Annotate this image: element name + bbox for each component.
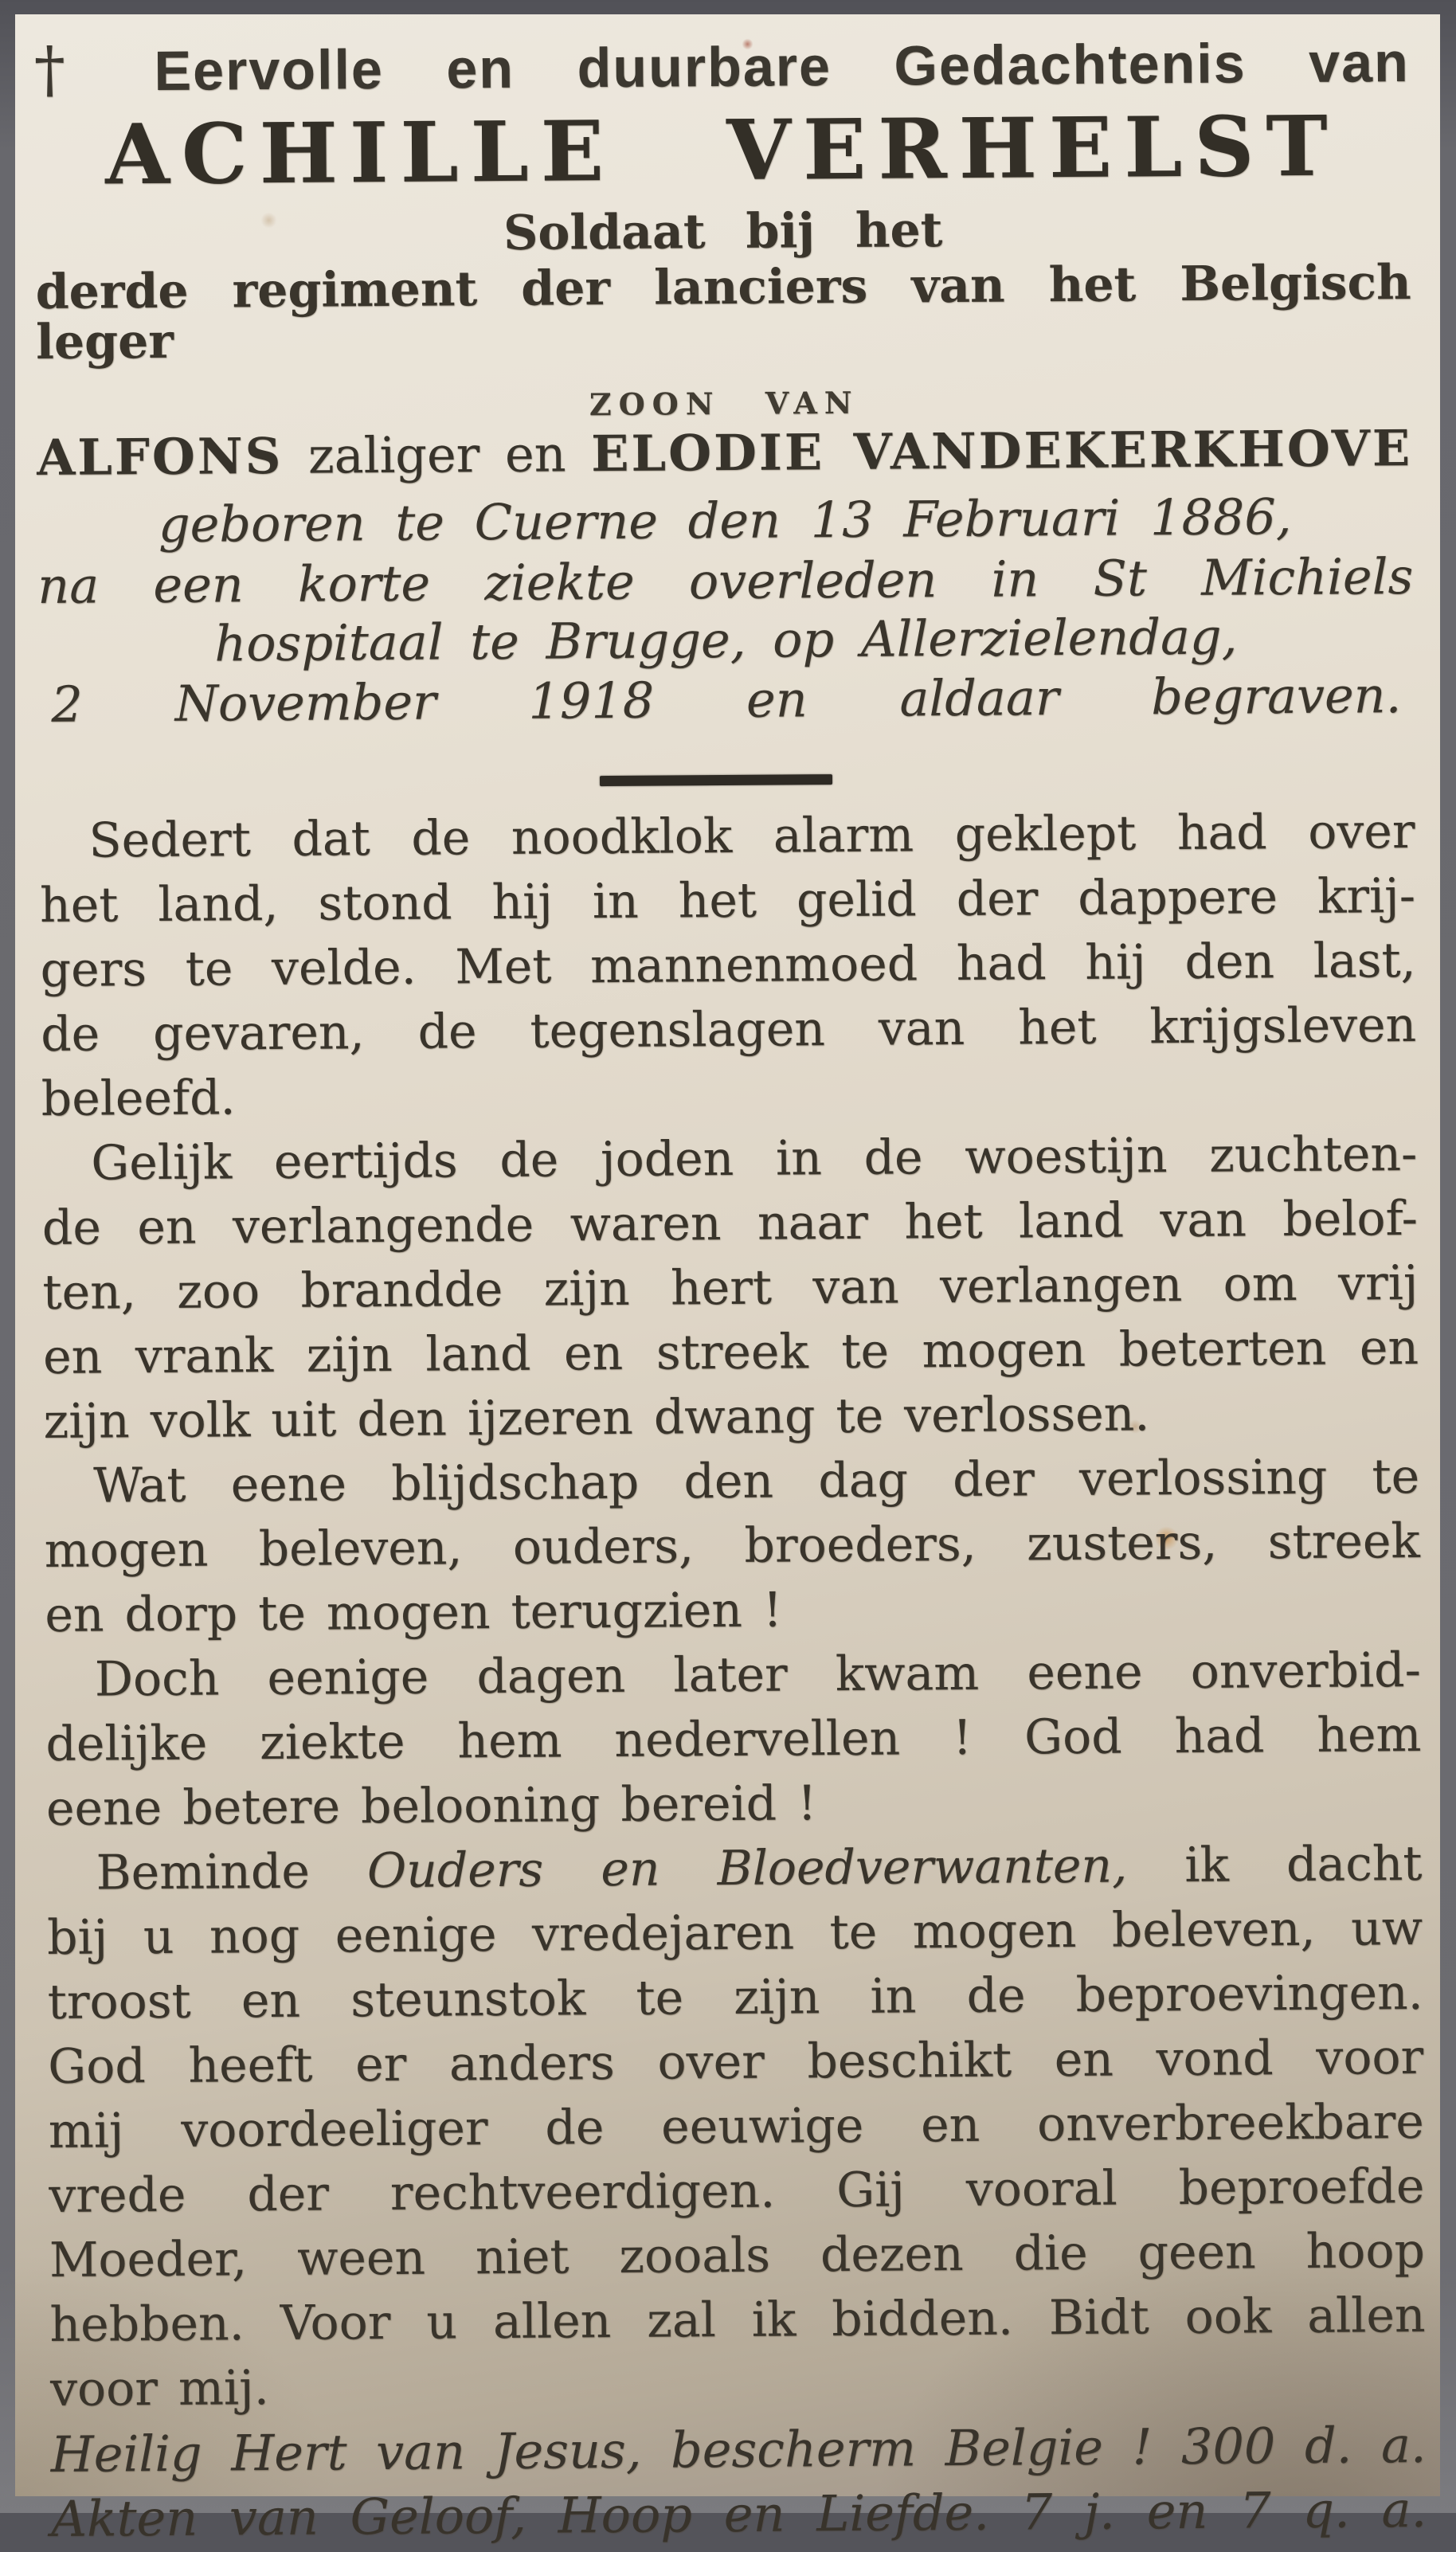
paragraph-line: de gevaren, de tegenslagen van het krijgsleven bbox=[40, 997, 1417, 1063]
paragraph-line: hebben. Voor u allen zal ik bidden. Bidt ook allen bbox=[49, 2288, 1426, 2354]
dedication-text: Eervolle en duurbare Gedachtenis van bbox=[154, 30, 1411, 102]
death-line-1: na een korte ziekte overleden in St Michiels bbox=[37, 546, 1414, 616]
paper bbox=[15, 14, 1440, 2549]
prayer-line-1: Heilig Hert van Jesus, bescherm Belgie ! 300 d. a. bbox=[50, 2416, 1427, 2484]
paragraph-line: vrede der rechtveerdigen. Gij vooral beproefde bbox=[49, 2159, 1425, 2225]
paragraph-line: troost en steunstok te zijn in de beproevingen. bbox=[47, 1965, 1423, 2031]
paragraph-line: de en verlangende waren naar het land van belof- bbox=[41, 1191, 1419, 1257]
paragraph-2 bbox=[41, 1122, 1419, 1454]
parents-line bbox=[36, 419, 1413, 487]
rank-line-2: derde regiment der lanciers van het Belgisch leger bbox=[35, 255, 1411, 370]
line-prefix: Beminde bbox=[96, 1844, 311, 1901]
paragraph-line: delijke ziekte hem nedervellen ! God had hem bbox=[45, 1707, 1422, 1773]
paragraph-3 bbox=[44, 1445, 1421, 1648]
paragraph-line: gers te velde. Met mannenmoed had hij den last, bbox=[40, 933, 1416, 999]
paragraph-line: beleefd. bbox=[41, 1070, 236, 1128]
paragraph-line: Sedert dat de noodklok alarm geklept had over bbox=[88, 804, 1415, 869]
paragraph-line: eene betere belooning bereid ! bbox=[45, 1775, 817, 1838]
dedication-line bbox=[33, 29, 1411, 107]
mother-name: ELODIE VANDEKERKHOVE bbox=[590, 419, 1413, 483]
line-suffix: ik dacht bbox=[1184, 1836, 1423, 1894]
paragraph-line: voor mij. bbox=[49, 2360, 269, 2418]
paragraph-line: mogen beleven, ouders, broeders, zusters, streek bbox=[44, 1513, 1420, 1579]
memorial-text bbox=[39, 800, 1426, 2422]
paragraph-4 bbox=[45, 1638, 1423, 1842]
rank-line-1: Soldaat bij het bbox=[503, 202, 943, 261]
birth-line: geboren te Cuerne den 13 Februari 1886, bbox=[158, 487, 1292, 554]
cross-icon: † bbox=[33, 33, 92, 107]
parents-middle: zaliger en bbox=[307, 425, 566, 485]
father-name: ALFONS bbox=[36, 426, 284, 487]
paragraph-line: en dorp te mogen terugzien ! bbox=[45, 1582, 783, 1644]
paragraph-line: God heeft er anders over beschikt en vond voor bbox=[48, 2029, 1424, 2096]
paragraph-line: bij u nog eenige vredejaren te mogen beleven, uw bbox=[46, 1900, 1423, 1967]
paragraph-line bbox=[46, 1832, 1423, 1906]
divider-rule bbox=[599, 774, 832, 786]
paragraph-5 bbox=[46, 1832, 1426, 2422]
paragraph-line: ten, zoo brandde zijn hert van verlangen om vrij bbox=[42, 1255, 1419, 1321]
paragraph-1 bbox=[39, 800, 1417, 1132]
card-content bbox=[8, 10, 1450, 2549]
line-italic-phrase: Ouders en Bloedverwanten, bbox=[366, 1838, 1128, 1900]
deceased-name: ACHILLE VERHELST bbox=[104, 96, 1341, 204]
paragraph-line: Wat eene blijdschap den dag der verlossing te bbox=[92, 1449, 1420, 1514]
paragraph-line: en vrank zijn land en streek te mogen beterten en bbox=[42, 1320, 1419, 1386]
prayer-line-2: Akten van Geloof, Hoop en Liefde. 7 j. en 7 q. a. bbox=[50, 2480, 1427, 2549]
indulgence-lines bbox=[50, 2413, 1427, 2551]
death-line-2: hospitaal te Brugge, op Allerzielendag, bbox=[213, 607, 1238, 673]
paragraph-line: mij voordeeliger de eeuwige en onverbreekbare bbox=[48, 2094, 1425, 2160]
paragraph-line: het land, stond hij in het gelid der dappere krij- bbox=[39, 868, 1416, 934]
son-of-label: ZOON VAN bbox=[589, 384, 859, 423]
paragraph-line: Doch eenige dagen later kwam eene onverbid- bbox=[94, 1642, 1422, 1708]
death-line-3: 2 November 1918 en aldaar begraven. bbox=[51, 665, 1402, 734]
paragraph-line: Moeder, ween niet zooals dezen die geen hoop bbox=[49, 2223, 1426, 2289]
paragraph-line: Gelijk eertijds de joden in de woestijn zuchten- bbox=[91, 1126, 1418, 1192]
paragraph-line: zijn volk uit den ijzeren dwang te verlossen. bbox=[43, 1386, 1150, 1450]
